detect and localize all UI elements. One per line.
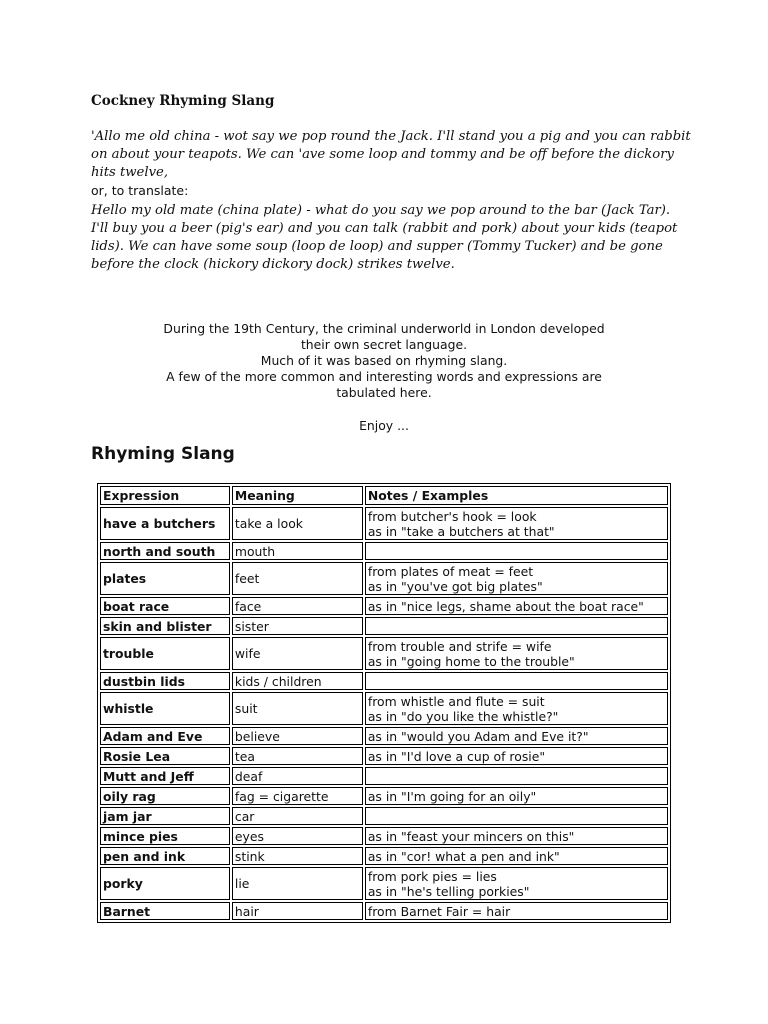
cockney-text: 'Allo me old china - wot say we pop round the Jack. I'll stand you a pig and you can rabbit on about your teapots. We can 'ave some loop and tommy and be off before the dickory hits twelve, bbox=[91, 129, 691, 180]
table-row bbox=[100, 787, 668, 805]
table-row bbox=[100, 727, 668, 745]
meaning-cell: kids / children bbox=[232, 672, 363, 690]
notes-line: from Barnet Fair = hair bbox=[367, 903, 511, 919]
notes-line: as in "take a butchers at that" bbox=[367, 523, 555, 539]
notes-cell bbox=[365, 767, 668, 785]
table-row bbox=[100, 867, 668, 900]
notes-cell bbox=[365, 867, 668, 900]
meaning-cell: fag = cigarette bbox=[232, 787, 363, 805]
notes-line: as in "nice legs, shame about the boat race" bbox=[367, 598, 644, 614]
notes-cell bbox=[365, 727, 668, 745]
notes-line: as in "going home to the trouble" bbox=[367, 653, 575, 669]
table-row bbox=[100, 562, 668, 595]
document-title: Cockney Rhyming Slang bbox=[91, 93, 275, 109]
notes-line: as in "you've got big plates" bbox=[367, 578, 543, 594]
meaning-cell: lie bbox=[232, 867, 363, 900]
notes-cell bbox=[365, 637, 668, 670]
expression-cell: whistle bbox=[100, 692, 230, 725]
table-row bbox=[100, 692, 668, 725]
expression-cell: Adam and Eve bbox=[100, 727, 230, 745]
translation-paragraph: Hello my old mate (china plate) - what do you say we pop around to the bar (Jack Tar). I'll buy you a beer (pig's ear) and you can talk (rabbit and pork) about your kids (teapot lids). We can have some soup (loop de loop) and supper (Tommy Tucker) and be gone before the clock (hickory dickory dock) strikes twelve. bbox=[91, 203, 678, 272]
table-header-row bbox=[100, 486, 668, 505]
meaning-cell: wife bbox=[232, 637, 363, 670]
expression-cell: Mutt and Jeff bbox=[100, 767, 230, 785]
meaning-cell: tea bbox=[232, 747, 363, 765]
expression-cell: Rosie Lea bbox=[100, 747, 230, 765]
meaning-cell: car bbox=[232, 807, 363, 825]
intro-line: During the 19th Century, the criminal underworld in London developed their own secret language. bbox=[163, 321, 605, 352]
intro-line: Much of it was based on rhyming slang. bbox=[260, 353, 508, 368]
meaning-cell: face bbox=[232, 597, 363, 615]
expression-cell: jam jar bbox=[100, 807, 230, 825]
notes-cell bbox=[365, 562, 668, 595]
notes-line: as in "do you like the whistle?" bbox=[367, 708, 559, 724]
notes-cell bbox=[365, 542, 668, 560]
table-row bbox=[100, 597, 668, 615]
table-row bbox=[100, 637, 668, 670]
table-row bbox=[100, 902, 668, 920]
expression-cell: dustbin lids bbox=[100, 672, 230, 690]
column-header-expression: Expression bbox=[100, 486, 230, 505]
intro-block bbox=[150, 321, 618, 401]
notes-line: from trouble and strife = wife bbox=[367, 638, 552, 654]
notes-line: as in "feast your mincers on this" bbox=[367, 828, 575, 844]
notes-line: as in "he's telling porkies" bbox=[367, 883, 530, 899]
translate-note: or, to translate: bbox=[91, 183, 189, 198]
notes-cell bbox=[365, 747, 668, 765]
notes-cell bbox=[365, 692, 668, 725]
table-body bbox=[100, 507, 668, 920]
expression-cell: oily rag bbox=[100, 787, 230, 805]
notes-cell bbox=[365, 787, 668, 805]
expression-cell: porky bbox=[100, 867, 230, 900]
meaning-cell: stink bbox=[232, 847, 363, 865]
notes-line: as in "I'd love a cup of rosie" bbox=[367, 748, 546, 764]
notes-line: as in "would you Adam and Eve it?" bbox=[367, 728, 589, 744]
table-row bbox=[100, 847, 668, 865]
notes-cell bbox=[365, 827, 668, 845]
table-row bbox=[100, 672, 668, 690]
notes-cell bbox=[365, 902, 668, 920]
expression-cell: have a butchers bbox=[100, 507, 230, 540]
table-row bbox=[100, 747, 668, 765]
table-row bbox=[100, 617, 668, 635]
notes-line: from plates of meat = feet bbox=[367, 563, 534, 579]
notes-cell bbox=[365, 597, 668, 615]
notes-line: from whistle and flute = suit bbox=[367, 693, 545, 709]
meaning-cell: eyes bbox=[232, 827, 363, 845]
expression-cell: skin and blister bbox=[100, 617, 230, 635]
cockney-paragraph bbox=[91, 128, 691, 201]
column-header-meaning: Meaning bbox=[232, 486, 363, 505]
meaning-cell: deaf bbox=[232, 767, 363, 785]
notes-cell bbox=[365, 807, 668, 825]
expression-cell: trouble bbox=[100, 637, 230, 670]
notes-cell bbox=[365, 507, 668, 540]
table-row bbox=[100, 767, 668, 785]
rhyming-slang-table bbox=[97, 483, 671, 923]
table-row bbox=[100, 542, 668, 560]
expression-cell: north and south bbox=[100, 542, 230, 560]
column-header-notes: Notes / Examples bbox=[365, 486, 668, 505]
notes-line: as in "cor! what a pen and ink" bbox=[367, 848, 560, 864]
expression-cell: boat race bbox=[100, 597, 230, 615]
meaning-cell: feet bbox=[232, 562, 363, 595]
meaning-cell: hair bbox=[232, 902, 363, 920]
notes-cell bbox=[365, 617, 668, 635]
expression-cell: mince pies bbox=[100, 827, 230, 845]
expression-cell: pen and ink bbox=[100, 847, 230, 865]
notes-line: from pork pies = lies bbox=[367, 868, 497, 884]
meaning-cell: suit bbox=[232, 692, 363, 725]
meaning-cell: believe bbox=[232, 727, 363, 745]
expression-cell: Barnet bbox=[100, 902, 230, 920]
table-row bbox=[100, 827, 668, 845]
notes-cell bbox=[365, 847, 668, 865]
enjoy-text: Enjoy ... bbox=[359, 418, 409, 433]
expression-cell: plates bbox=[100, 562, 230, 595]
intro-line: A few of the more common and interesting words and expressions are tabulated here. bbox=[166, 369, 602, 400]
notes-cell bbox=[365, 672, 668, 690]
meaning-cell: mouth bbox=[232, 542, 363, 560]
meaning-cell: sister bbox=[232, 617, 363, 635]
table-row bbox=[100, 807, 668, 825]
table-heading: Rhyming Slang bbox=[91, 444, 235, 464]
table-row bbox=[100, 507, 668, 540]
notes-line: as in "I'm going for an oily" bbox=[367, 788, 537, 804]
notes-line: from butcher's hook = look bbox=[367, 508, 537, 524]
meaning-cell: take a look bbox=[232, 507, 363, 540]
